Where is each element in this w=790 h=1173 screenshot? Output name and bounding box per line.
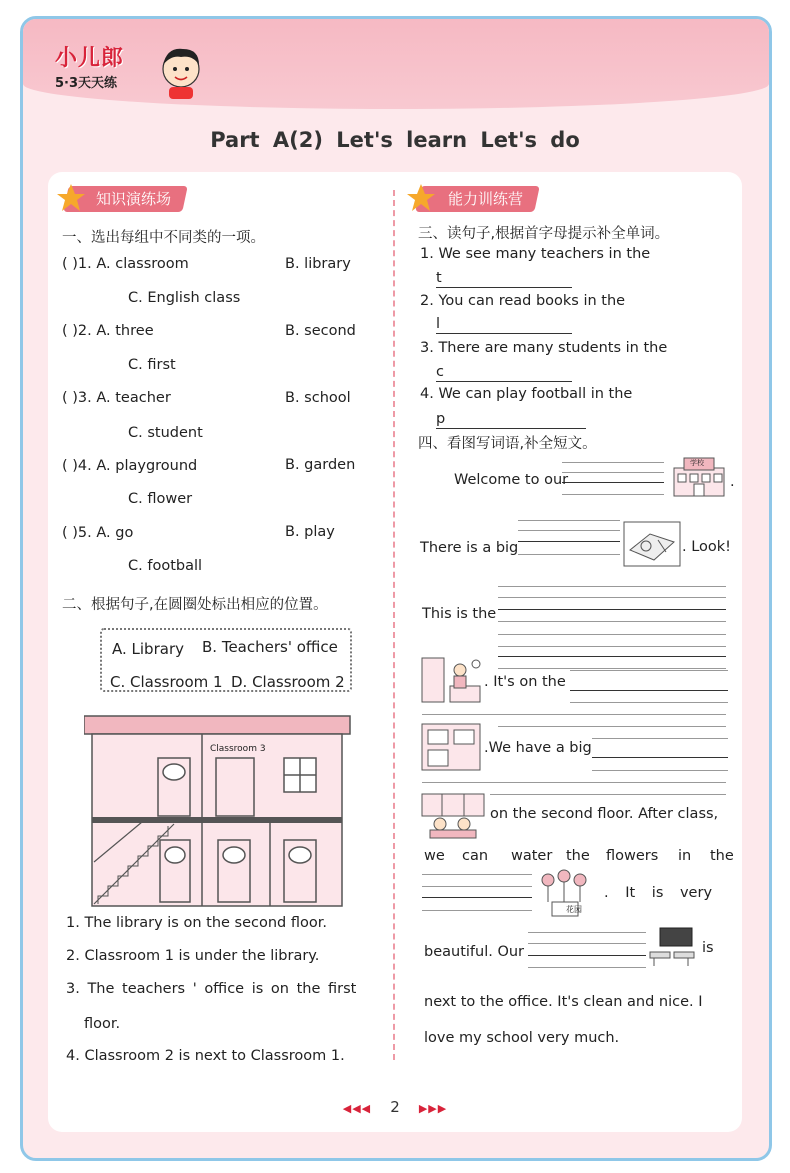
write-line[interactable] (422, 886, 532, 887)
s4-water-2: can (462, 848, 489, 864)
write-line[interactable] (422, 910, 532, 911)
write-line[interactable] (562, 494, 664, 495)
s3-q3: 3. There are many students in the (420, 340, 668, 356)
write-line[interactable] (528, 932, 646, 933)
s1-q1: ( )1. A. classroom (62, 256, 189, 272)
write-line[interactable] (498, 646, 726, 647)
s3-q4-blank[interactable] (436, 428, 586, 429)
write-line[interactable] (528, 955, 646, 956)
write-line[interactable] (498, 656, 726, 657)
s2-heading: 二、根据句子,在圆圈处标出相应的位置。 (62, 597, 328, 613)
garden-sign: 花园 (566, 905, 582, 914)
brand-name: 小儿郎 (55, 46, 125, 71)
write-line[interactable] (422, 897, 532, 898)
s2-sentence-3: 3. The teachers ' office is on the first (66, 981, 357, 997)
s4-period-1: . (730, 474, 735, 490)
s3-q2-blank[interactable] (436, 333, 572, 334)
s3-q1-letter: t (436, 270, 442, 286)
s4-beautiful: beautiful. Our (424, 944, 525, 960)
s1-q4-c: C. flower (128, 491, 193, 507)
office-teacher-icon (420, 656, 482, 706)
write-line[interactable] (528, 943, 646, 944)
opt-b: B. Teachers' office (202, 638, 338, 656)
s4-water-5: flowers (606, 848, 659, 864)
s1-q1-b: B. library (285, 256, 351, 272)
opt-a: A. Library (112, 640, 184, 658)
star-figure-icon (56, 182, 86, 214)
write-line[interactable] (570, 690, 728, 691)
right-arrows-icon: ▶▶▶ (418, 1102, 448, 1115)
write-line[interactable] (422, 782, 726, 783)
s1-q2: ( )2. A. three (62, 323, 154, 339)
s4-itson: . It's on the (484, 674, 566, 690)
s2-sentence-1: 1. The library is on the second floor. (66, 915, 327, 931)
s4-is: is (702, 940, 714, 956)
brand-sub: 5·3天天练 (55, 76, 118, 91)
s2-sentence-2: 2. Classroom 1 is under the library. (66, 948, 320, 964)
s4-water-3: water (511, 848, 553, 864)
library-shelf-icon (420, 722, 482, 772)
s4-water-7: the (710, 848, 734, 864)
write-line[interactable] (592, 738, 728, 739)
s3-q1-blank[interactable] (436, 287, 572, 288)
page-title: Part A(2) Let's learn Let's do (210, 128, 580, 152)
s1-heading: 一、选出每组中不同类的一项。 (62, 230, 265, 246)
mascot-boy-icon (153, 41, 209, 101)
star-figure-icon (406, 182, 436, 214)
s1-q4-b: B. garden (285, 457, 356, 473)
left-arrows-icon: ◀◀◀ (342, 1102, 372, 1115)
s4-water-4: the (566, 848, 590, 864)
s1-q5: ( )5. A. go (62, 525, 134, 541)
s3-q3-letter: c (436, 364, 444, 380)
s3-q1: 1. We see many teachers in the (420, 246, 651, 262)
write-line[interactable] (498, 586, 726, 587)
s4-bigA: There is a big (420, 540, 519, 556)
page-number-value: 2 (390, 1098, 400, 1116)
write-line[interactable] (528, 967, 646, 968)
write-line[interactable] (562, 482, 664, 483)
write-line[interactable] (422, 874, 532, 875)
s4-wehave: .We have a big (484, 740, 592, 756)
write-line[interactable] (498, 609, 726, 610)
write-line[interactable] (498, 597, 726, 598)
s1-q1-c: C. English class (128, 290, 241, 306)
s4-heading: 四、看图写词语,补全短文。 (418, 436, 597, 452)
write-line[interactable] (562, 462, 664, 463)
s1-q2-b: B. second (285, 323, 356, 339)
top-band (23, 19, 769, 109)
s1-q5-b: B. play (285, 524, 335, 540)
students-reading-icon (420, 792, 486, 840)
write-line[interactable] (498, 726, 726, 727)
right-banner-label: 能力训练营 (448, 190, 524, 208)
s4-look: . Look! (682, 539, 731, 555)
building-label: Classroom 3 (210, 744, 266, 754)
s1-q5-c: C. football (128, 558, 203, 574)
s4-second: on the second floor. After class, (490, 806, 719, 822)
brand-logo (55, 41, 124, 91)
write-line[interactable] (518, 554, 620, 555)
s4-itis: . It is very (604, 885, 713, 901)
column-divider (393, 190, 395, 1060)
garden-flowers-icon (534, 868, 594, 920)
s4-love: love my school very much. (424, 1030, 620, 1046)
opt-c: C. Classroom 1 (110, 673, 223, 691)
write-line[interactable] (592, 757, 728, 758)
write-line[interactable] (518, 520, 620, 521)
s4-water-6: in (678, 848, 692, 864)
s3-q4: 4. We can play football in the (420, 386, 633, 402)
write-line[interactable] (570, 670, 728, 671)
s4-welcome: Welcome to our (454, 472, 569, 488)
write-line[interactable] (490, 794, 726, 795)
s1-q3-c: C. student (128, 425, 203, 441)
s1-q3: ( )3. A. teacher (62, 390, 171, 406)
s1-q3-b: B. school (285, 390, 351, 406)
write-line[interactable] (422, 714, 726, 715)
s4-water-1: we (424, 848, 445, 864)
s4-thisis: This is the (422, 606, 497, 622)
s3-q4-letter: p (436, 411, 446, 427)
s2-sentence-4: 4. Classroom 2 is next to Classroom 1. (66, 1048, 345, 1064)
s4-next: next to the office. It's clean and nice. I (424, 994, 703, 1010)
page-number (0, 1098, 790, 1116)
write-line[interactable] (518, 541, 620, 542)
school-sign: 学校 (690, 459, 704, 467)
write-line[interactable] (498, 634, 726, 635)
s1-q4: ( )4. A. playground (62, 458, 198, 474)
write-line[interactable] (592, 770, 728, 771)
s2-sentence-3b: floor. (84, 1016, 121, 1032)
building-diagram (84, 712, 360, 908)
write-line[interactable] (518, 530, 620, 531)
s3-q2: 2. You can read books in the (420, 293, 626, 309)
left-banner-label: 知识演练场 (96, 190, 172, 208)
classroom-desk-icon (622, 520, 682, 568)
s3-heading: 三、读句子,根据首字母提示补全单词。 (418, 226, 670, 242)
write-line[interactable] (562, 472, 664, 473)
s1-q2-c: C. first (128, 357, 176, 373)
write-line[interactable] (570, 702, 728, 703)
s3-q2-letter: l (436, 316, 441, 332)
write-line[interactable] (498, 668, 726, 669)
write-line[interactable] (498, 621, 726, 622)
blackboard-classroom-icon (648, 926, 698, 968)
opt-d: D. Classroom 2 (231, 673, 345, 691)
s3-q3-blank[interactable] (436, 381, 572, 382)
